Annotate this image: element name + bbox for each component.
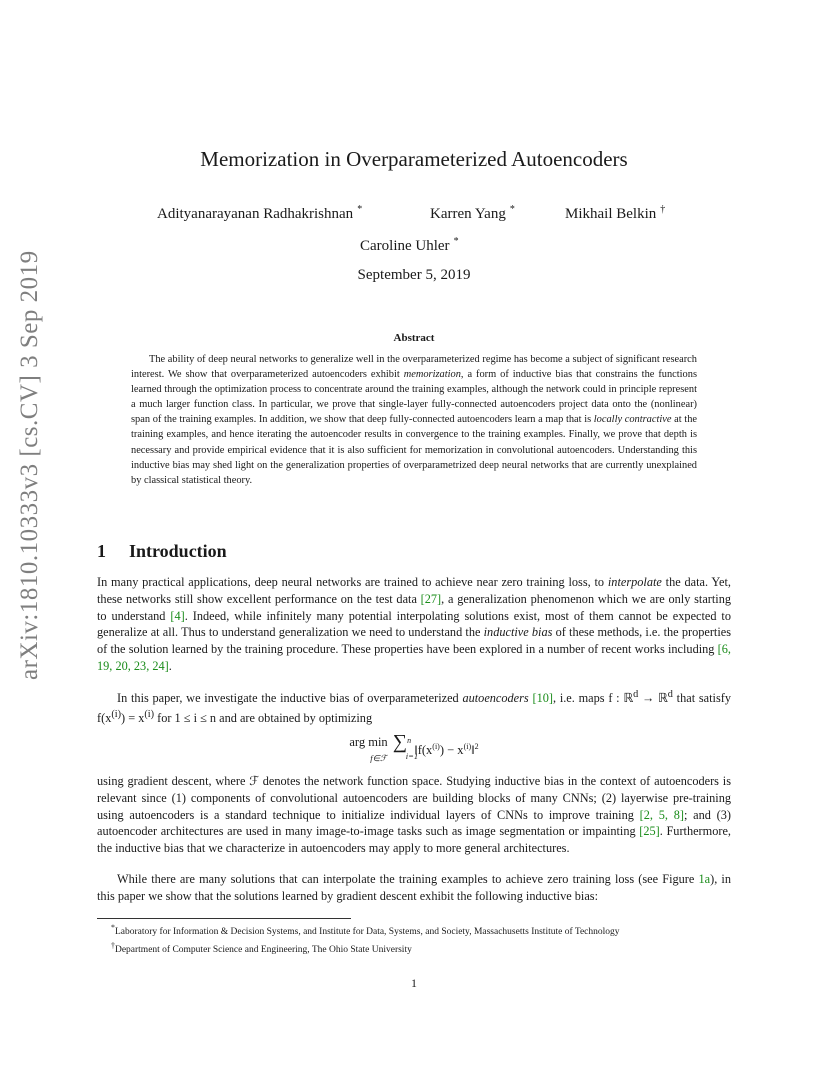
section-heading [97, 541, 227, 562]
citation-link[interactable]: [2, 5, 8] [639, 807, 684, 822]
figure-link[interactable]: 1a [698, 872, 711, 886]
page-number: 1 [411, 976, 417, 990]
paragraph-2: In this paper, we investigate the inductive bias of overparameterized autoencoders [10], i.e. maps f : ℝ$^d$ → ℝ$^d$ that satisfy $f(x^{(i)}) = x^{(i)}$ for 1 ≤ i ≤ n and are obtained by optimizing [97, 689, 731, 725]
author-1 [157, 204, 362, 223]
author-3 [565, 204, 665, 223]
citation-link[interactable]: [25] [639, 824, 660, 839]
footnote-2: †Department of Computer Science and Engineering, The Ohio State University [111, 941, 412, 956]
author-affiliation-mark: † [660, 204, 666, 215]
author-4 [360, 236, 459, 255]
abstract-heading: Abstract [393, 332, 435, 344]
abstract-body: The ability of deep neural networks to generalize well in the overparameterized regime has become a subject of significant research interest. We show that overparameterized autoencoders exhibit memorization, a form of inductive bias that constrains the functions learned through the optimization process to concentrate around the training examples, although the network could in principle represent a much larger function class. In particular, we prove that single-layer fully-connected autoencoders project data onto the (nonlinear) span of the training examples. In addition, we show that deep fully-connected autoencoders learn a map that is locally contractive at the training examples, and hence iterating the autoencoder results in convergence to the training examples. Finally, we prove that depth is necessary and provide empirical evidence that it is also sufficient for memorization in convolutional autoencoders. Understanding this inductive bias may shed light on the generalization properties of overparametrized deep neural networks that are currently unexplained by classical statistical theory. [131, 354, 697, 486]
author-affiliation-mark: * [453, 236, 459, 247]
footnote-1: *Laboratory for Information & Decision Systems, and Institute for Data, Systems, and Society, Massachusetts Institute of Technology [111, 923, 620, 938]
footnote-divider [97, 918, 351, 919]
paragraph-4: While there are many solutions that can interpolate the training examples to achieve zero training loss (see Figure 1a), in this paper we show that the solutions learned by gradient descent exhibit the following inductive bias: [97, 872, 731, 903]
author-affiliation-mark: * [357, 204, 363, 215]
citation-link[interactable]: [4] [170, 608, 185, 623]
footnotes [97, 921, 731, 957]
author-name: Adityanarayanan Radhakrishnan [157, 206, 354, 222]
citation-link[interactable]: [27] [420, 591, 442, 606]
arxiv-identifier: arXiv:1810.10333v3 [cs.CV] 3 Sep 2019 [16, 250, 43, 680]
citation-link[interactable]: [6, 19, 20, 23, 24] [97, 642, 731, 673]
author-name: Caroline Uhler [360, 238, 450, 254]
author-name: Mikhail Belkin [565, 206, 657, 222]
objective-equation: arg min f∈ℱ ∑$^n$ $^{i=1}$ $‖f(x^{(i)})$ − $x^{(i)}‖^2$ [349, 731, 479, 763]
author-name: Karren Yang [430, 206, 506, 222]
paragraph-1: In many practical applications, deep neural networks are trained to achieve near zero training loss, to interpolate the data. Yet, these networks still show excellent performance on the test data [27], a generalization phenomenon which we are only starting to understand [4]. Indeed, while infinitely many potential interpolating solutions exist, most of them cannot be expected to generalize at all. Thus to understand generalization we need to understand the inductive bias of these methods, i.e. the properties of the solution learned by the training procedure. These properties have been explored in a number of recent works including [6, 19, 20, 23, 24]. [97, 575, 732, 673]
paragraph-3: using gradient descent, where ℱ denotes the network function space. Studying inductive bias in the context of autoencoders is relevant since (1) components of convolutional autoencoders are building blocks of many CNNs; (2) layerwise pre-training using autoencoders is a standard technique to initialize individual layers of CNNs to improve training [2, 5, 8]; and (3) autoencoder architectures are used in many image-to-image tasks such as image segmentation or impainting [25]. Furthermore, the inductive bias that we characterize in autoencoders may apply to more general architectures. [97, 774, 731, 856]
citation-link[interactable]: [10] [532, 691, 553, 706]
author-2 [430, 204, 515, 223]
paper-title: Memorization in Overparameterized Autoencoders [200, 147, 628, 171]
author-affiliation-mark: * [509, 204, 515, 215]
section-title: Introduction [129, 541, 227, 561]
paper-date: September 5, 2019 [357, 267, 471, 283]
section-number: 1 [97, 541, 106, 561]
